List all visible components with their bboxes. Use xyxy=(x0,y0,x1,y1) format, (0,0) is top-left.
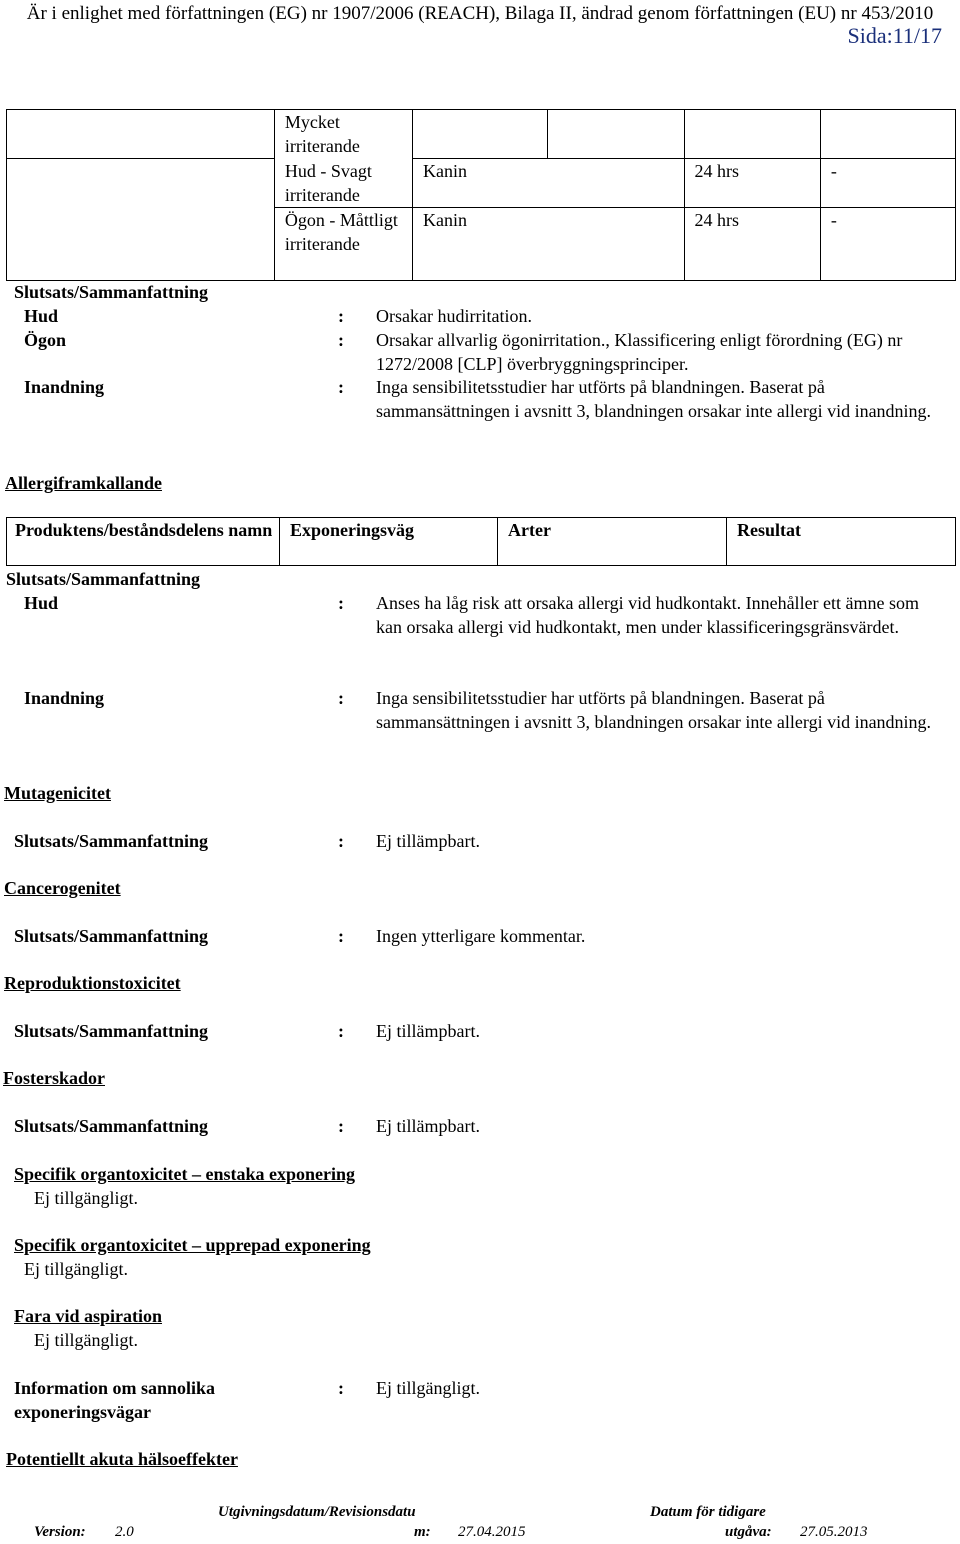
colon: : xyxy=(338,926,344,946)
summary-value: Ej tillämpbart. xyxy=(376,831,480,851)
irritation-table xyxy=(6,109,956,281)
hud-value: Anses ha låg risk att orsaka allergi vid hudkontakt. Innehåller ett ämne som kan orsaka allergi vid hudkontakt, men under klassificeringsgränsvärdet. xyxy=(376,593,920,637)
summary-label: Slutsats/Sammanfattning xyxy=(14,1021,209,1041)
colon: : xyxy=(338,1116,344,1136)
footer-issue-label: Utgivningsdatum/Revisionsdatu xyxy=(218,1504,416,1520)
page-number: 11/17 xyxy=(892,23,942,48)
table-cell: Kanin xyxy=(413,207,685,280)
column-header: Produktens/beståndsdelens namn xyxy=(7,518,280,566)
exposure-routes-label: Information om sannolika exponeringsvägar xyxy=(14,1378,216,1422)
summary-label: Slutsats/Sammanfattning xyxy=(14,1116,209,1136)
footer-prev-date: 27.05.2013 xyxy=(800,1524,868,1540)
allergy-table xyxy=(6,517,956,566)
table-cell xyxy=(7,110,275,159)
table-cell: Kanin xyxy=(413,159,685,208)
summary-label: Slutsats/Sammanfattning xyxy=(14,926,209,946)
section-heading-mutagenicity: Mutagenicitet xyxy=(4,783,111,803)
table-row xyxy=(7,159,956,208)
page-prefix: Sida: xyxy=(847,23,893,48)
table-cell xyxy=(684,110,820,159)
table-row xyxy=(7,207,956,280)
stot-single-value: Ej tillgängligt. xyxy=(34,1188,138,1208)
summary-heading: Slutsats/Sammanfattning xyxy=(6,569,201,589)
inandning-label: Inandning xyxy=(24,377,105,397)
table-header-row xyxy=(7,518,956,566)
section-heading-reproductive-toxicity: Reproduktionstoxicitet xyxy=(4,973,181,993)
summary-value: Ej tillämpbart. xyxy=(376,1116,480,1136)
section-heading-stot-single: Specifik organtoxicitet – enstaka exponering xyxy=(14,1164,355,1184)
aspiration-value: Ej tillgängligt. xyxy=(34,1330,138,1350)
colon: : xyxy=(338,688,344,708)
document-header-title: Är i enlighet med författningen (EG) nr 1907/2006 (REACH), Bilaga II, ändrad genom författningen (EU) nr 453/2010 xyxy=(26,3,934,24)
summary-value: Ej tillämpbart. xyxy=(376,1021,480,1041)
column-header: Resultat xyxy=(727,518,956,566)
footer-issue-label-end: m: xyxy=(414,1524,431,1540)
colon: : xyxy=(338,306,344,326)
colon: : xyxy=(338,831,344,851)
column-header: Arter xyxy=(498,518,727,566)
hud-label: Hud xyxy=(24,593,59,613)
footer-prev-label: Datum för tidigare xyxy=(650,1504,766,1520)
stot-repeated-value: Ej tillgängligt. xyxy=(24,1259,128,1279)
table-cell: - xyxy=(820,207,955,280)
footer-prev-label-end: utgåva: xyxy=(725,1524,772,1540)
colon: : xyxy=(338,1021,344,1041)
table-cell xyxy=(413,110,548,159)
table-cell: Mycket irriterande xyxy=(274,110,412,159)
hud-label: Hud xyxy=(24,306,59,326)
summary-heading: Slutsats/Sammanfattning xyxy=(14,282,209,302)
inandning-value: Inga sensibilitetsstudier har utförts på blandningen. Baserat på sammansättningen i avsnitt 3, blandningen orsakar inte allergi vid inandning. xyxy=(376,377,932,421)
footer-issue-date: 27.04.2015 xyxy=(458,1524,526,1540)
page-indicator xyxy=(847,24,942,48)
colon: : xyxy=(338,593,344,613)
section-heading-acute-effects: Potentiellt akuta hälsoeffekter xyxy=(6,1449,238,1469)
exposure-routes-value: Ej tillgängligt. xyxy=(376,1378,480,1398)
summary-label: Slutsats/Sammanfattning xyxy=(14,831,209,851)
inandning-label: Inandning xyxy=(24,688,105,708)
ogon-label: Ögon xyxy=(24,330,67,350)
section-heading-stot-repeated: Specifik organtoxicitet – upprepad exponering xyxy=(14,1235,371,1255)
table-cell xyxy=(548,110,684,159)
footer-version: 2.0 xyxy=(115,1524,134,1540)
table-cell: Ögon - Måttligt irriterande xyxy=(274,207,412,280)
section-heading-aspiration: Fara vid aspiration xyxy=(14,1306,163,1326)
table-cell: 24 hrs xyxy=(684,159,820,208)
colon: : xyxy=(338,377,344,397)
section-heading-carcinogenicity: Cancerogenitet xyxy=(4,878,121,898)
table-cell xyxy=(820,110,955,159)
table-cell: 24 hrs xyxy=(684,207,820,280)
table-cell xyxy=(7,159,275,208)
section-heading-teratogenicity: Fosterskador xyxy=(3,1068,105,1088)
summary-value: Ingen ytterligare kommentar. xyxy=(376,926,586,946)
hud-value: Orsakar hudirritation. xyxy=(376,306,532,326)
section-heading-allergy: Allergiframkallande xyxy=(5,473,162,493)
footer-version-label: Version: xyxy=(34,1524,86,1540)
column-header: Exponeringsväg xyxy=(280,518,498,566)
table-cell xyxy=(7,207,275,280)
table-cell: - xyxy=(820,159,955,208)
ogon-value: Orsakar allvarlig ögonirritation., Klassificering enligt förordning (EG) nr 1272/2008 [CLP] överbryggningsprinciper. xyxy=(376,330,903,374)
table-row xyxy=(7,110,956,159)
colon: : xyxy=(338,330,344,350)
table-cell: Hud - Svagt irriterande xyxy=(274,159,412,208)
inandning-value: Inga sensibilitetsstudier har utförts på blandningen. Baserat på sammansättningen i avsnitt 3, blandningen orsakar inte allergi vid inandning. xyxy=(376,688,932,732)
colon: : xyxy=(338,1378,344,1398)
